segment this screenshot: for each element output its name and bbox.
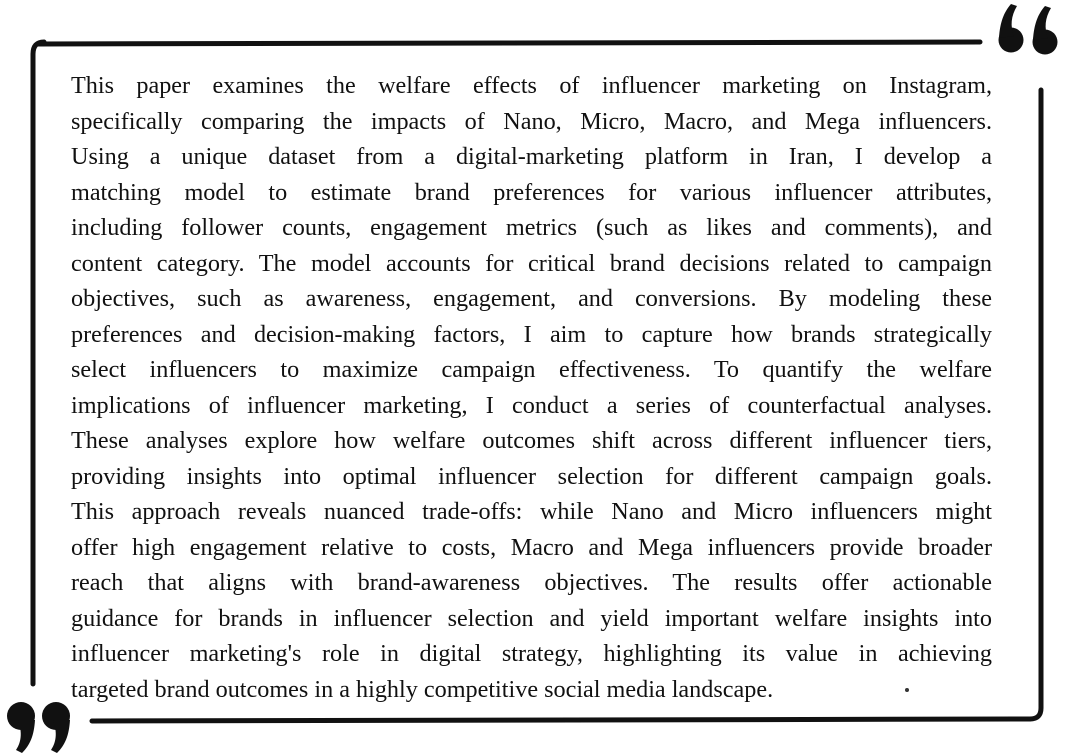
quote-line: implications of influencer marketing, I conduct a series of counterfactual analyses. bbox=[71, 391, 992, 419]
quote-line: guidance for brands in influencer selection and yield important welfare insights into bbox=[71, 604, 992, 632]
quote-line: This paper examines the welfare effects of influencer marketing on Instagram, bbox=[71, 72, 992, 99]
quote-line: preferences and decision-making factors, I aim to capture how brands strategically bbox=[71, 320, 992, 348]
quote-line: offer high engagement relative to costs, Macro and Mega influencers provide broader bbox=[71, 533, 992, 561]
quote-line: reach that aligns with brand-awareness objectives. The results offer actionable bbox=[71, 569, 992, 596]
quote-line: These analyses explore how welfare outcomes shift across different influencer tiers, bbox=[71, 427, 992, 454]
quote-line: Using a unique dataset from a digital-marketing platform in Iran, I develop a bbox=[71, 143, 992, 170]
quote-line: providing insights into optimal influencer selection for different campaign goals. bbox=[71, 462, 992, 490]
quote-line: including follower counts, engagement metrics (such as likes and comments), and bbox=[71, 214, 992, 241]
quote-line: specifically comparing the impacts of Nano, Micro, Macro, and Mega influencers. bbox=[71, 107, 992, 135]
quote-body bbox=[71, 68, 992, 707]
frame-left-border bbox=[33, 42, 44, 684]
quote-line: targeted brand outcomes in a highly competitive social media landscape. bbox=[71, 675, 774, 703]
quote-line: select influencers to maximize campaign effectiveness. To quantify the welfare bbox=[71, 356, 992, 383]
opening-quote-mark-icon bbox=[7, 702, 70, 753]
closing-quote-mark-icon bbox=[999, 4, 1058, 55]
quote-line: matching model to estimate brand preferences for various influencer attributes, bbox=[71, 178, 992, 206]
quote-line: influencer marketing's role in digital strategy, highlighting its value in achieving bbox=[71, 640, 992, 667]
frame-top-border bbox=[38, 42, 980, 44]
quote-line: content category. The model accounts for critical brand decisions related to campaign bbox=[71, 249, 992, 277]
frame-bottom-border bbox=[92, 719, 1030, 721]
quote-line: This approach reveals nuanced trade-offs: while Nano and Micro influencers might bbox=[71, 498, 992, 525]
quote-line: objectives, such as awareness, engagement, and conversions. By modeling these bbox=[71, 285, 992, 312]
frame-right-border bbox=[1030, 90, 1041, 719]
